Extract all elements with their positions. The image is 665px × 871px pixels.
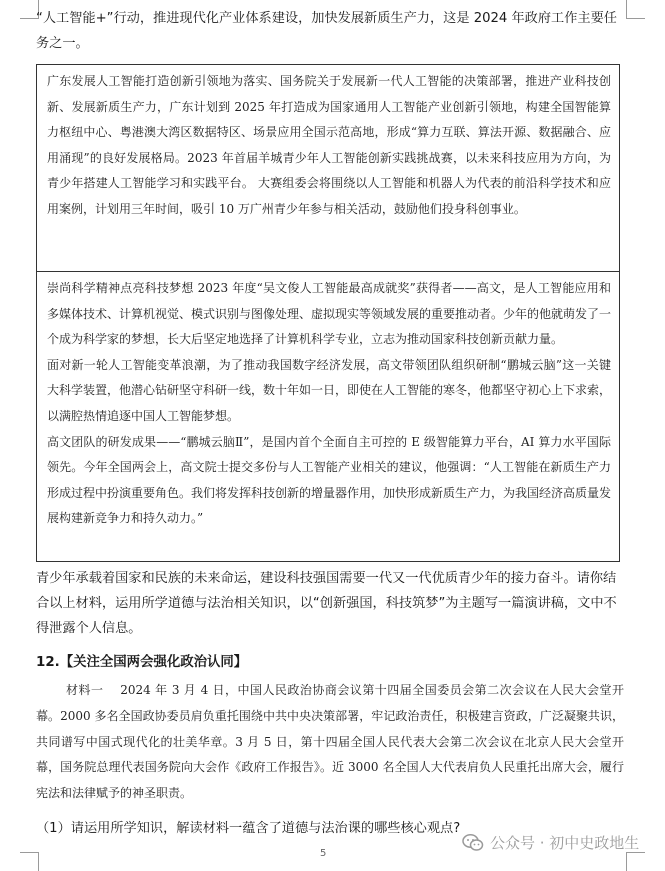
crop-mark-bottom-left <box>20 852 39 871</box>
watermark-text: 公众号 · 初中史政地生 <box>490 834 640 852</box>
crop-mark-bottom-right <box>626 852 645 871</box>
question-title: 12.【关注全国两会强化政治认同】 <box>36 655 248 670</box>
sub-question-1: （1）请运用所学知识，解读材料一蕴含了道德与法治课的哪些核心观点? <box>36 821 461 836</box>
crop-mark-top-right <box>626 0 645 19</box>
box2-paragraph-1: 崇尚科学精神点亮科技梦想 2023 年度“吴文俊人工智能最高成就奖”获得者——高文，是人工智能应用和多媒体技术、计算机视觉、模式识别与图像处理、虚拟现实等领域发展的重要推动者。少年的他就萌发了一个成为科学家的梦想，长大后坚定地选择了计算机科学专业，立志为推动国家科技创新贡献力量。 <box>47 281 612 347</box>
closing-prompt: 青少年承载着国家和民族的未来命运，建设科技强国需要一代又一代优质青少年的接力奋斗。请你结合以上材料，运用所学道德与法治相关知识，以“创新强国，科技筑梦”为主题写一篇演讲稿，文中不得泄露个人信息。 <box>36 571 617 636</box>
watermark <box>462 832 639 853</box>
box1-text: 广东发展人工智能打造创新引领地为落实、国务院关于发展新一代人工智能的决策部署，推进产业科技创新、发展新质生产力，广东计划到 2025 年打造成为国家通用人工智能产业创新引领地，构建全国智能算力枢纽中心、粤港澳大湾区数据特区、场景应用全国示范高地，形成“算力互联、算法开源、数据融合、应用涌现”的良好发展格局。2023 年首届羊城青少年人工智能创新实践挑战赛，以未来科技应用为方向，为青少年搭建人工智能学习和实践平台。 大赛组委会将围绕以人工智能和机器人为代表的前沿科学技术和应用案例，计划用三年时间，吸引 10 万广州青少年参与相关活动，鼓励他们投身科创事业。 <box>47 74 611 216</box>
wechat-icon <box>462 833 484 853</box>
box2-paragraph-3: 高文团队的研发成果——“鹏城云脑Ⅱ”，是国内首个全面自主可控的 E 级智能算力平台，AI 算力水平国际领先。今年全国两会上，高文院士提交多份与人工智能产业相关的建议，他强调：“人工智能在新质生产力形成过程中扮演重要角色。我们将发挥科技创新的增量器作用，加快形成新质生产力，为我国经济高质量发展构建新竞争力和持久动力。” <box>47 434 612 526</box>
material-box-guangdong <box>36 64 620 272</box>
material-box-gaowen <box>36 272 620 562</box>
box2-paragraph-2: 面对新一轮人工智能变革浪潮，为了推动我国数字经济发展，高文带领团队组织研制“鹏城云脑”这一关键大科学装置，他潜心钻研坚守科研一线，数十年如一日，即使在人工智能的寒冬，他都坚守初心上下求索，以满腔热情追逐中国人工智能梦想。 <box>47 357 612 423</box>
question-material: 材料一 2024 年 3 月 4 日，中国人民政治协商会议第十四届全国委员会第二次会议在人民大会堂开幕。2000 多名全国政协委员肩负重托围绕中共中央决策部署，牢记政治责任，积极建言资政，广泛凝聚共识，共同谱写中国式现代化的壮美华章。3 月 5 日，第十四届全国人民代表大会第二次会议在北京人民大会堂开幕，国务院总理代表国务院向大会作《政府工作报告》。近 3000 名全国人大代表肩负人民重托出席大会，履行宪法和法律赋予的神圣职责。 <box>36 683 624 801</box>
intro-paragraph: “人工智能+”行动，推进现代化产业体系建设，加快发展新质生产力，这是 2024 年政府工作主要任务之一。 <box>36 11 617 51</box>
page-number: 5 <box>320 848 327 859</box>
